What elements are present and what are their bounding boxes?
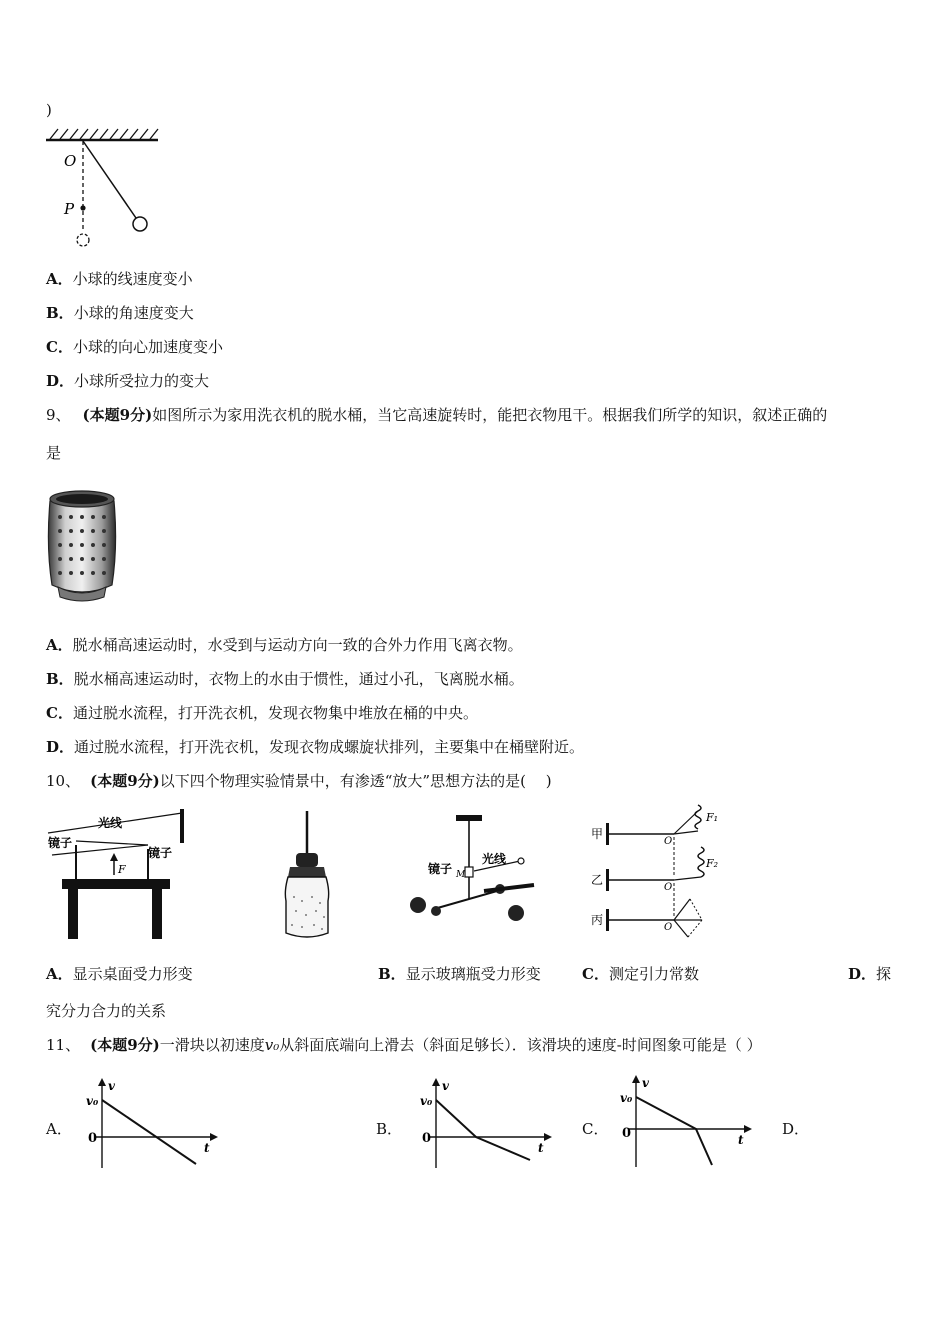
string-line	[83, 141, 136, 218]
svg-text:v: v	[108, 1079, 115, 1093]
svg-text:t: t	[738, 1133, 744, 1147]
svg-text:乙: 乙	[591, 873, 604, 887]
experiment-d-force-composition	[591, 805, 718, 937]
svg-text:O: O	[664, 922, 673, 933]
experiment-b-bottle	[285, 811, 328, 937]
peg-p	[80, 205, 85, 210]
q10-option-c: C．测定引力常数	[582, 965, 699, 983]
q10-option-a: A．显示桌面受力形变	[46, 965, 193, 983]
q10-option-d: D．探	[848, 965, 892, 983]
q9-option-a: A．脱水桶高速运动时，水受到与运动方向一致的合外力作用飞离衣物。	[46, 636, 523, 654]
q11-graph-b	[418, 1076, 558, 1172]
experiment-c-torsion-balance	[410, 815, 534, 921]
q10-experiments-figure	[44, 801, 726, 947]
svg-text:镜子: 镜子	[148, 846, 173, 860]
q9-stem-line1: 9、 (本题9分)如图所示为家用洗衣机的脱水桶，当它高速旋转时，能把衣物甩干。根据我们所学的知识，叙述正确的	[46, 406, 828, 424]
svg-text:O: O	[664, 836, 673, 847]
svg-text:F₁: F₁	[706, 811, 719, 824]
q11-option-c-letter: C．	[582, 1120, 609, 1138]
svg-text:v: v	[442, 1079, 449, 1093]
continued-paren: )	[46, 101, 52, 119]
svg-text:甲: 甲	[591, 827, 604, 841]
svg-text:0: 0	[88, 1131, 98, 1146]
svg-text:F: F	[118, 863, 126, 876]
svg-text:O: O	[664, 882, 673, 893]
q11-option-b-letter: B．	[376, 1120, 403, 1138]
svg-text:0: 0	[422, 1131, 432, 1146]
q11-graph-a	[84, 1076, 224, 1172]
svg-text:M: M	[456, 870, 466, 880]
ceiling-hatching	[50, 129, 158, 139]
svg-text:t: t	[538, 1141, 544, 1155]
ball-lowest-position	[77, 234, 89, 246]
q8-option-b: B．小球的角速度变大	[46, 304, 194, 322]
q11-option-d-letter: D．	[782, 1120, 810, 1138]
svg-text:丙: 丙	[591, 913, 604, 927]
q9-option-d: D．通过脱水流程，打开洗衣机，发现衣物成螺旋状排列，主要集中在桶壁附近。	[46, 738, 585, 756]
svg-text:v₀: v₀	[86, 1094, 99, 1108]
drum-opening	[56, 494, 108, 504]
q10-option-b: B．显示玻璃瓶受力形变	[378, 965, 541, 983]
pendulum-figure	[44, 126, 164, 250]
q10-stem: 10、 (本题9分)以下四个物理实验情景中，有渗透“放大”思想方法的是( )	[46, 772, 552, 790]
q10-option-d-continued: 究分力合力的关系	[46, 1002, 167, 1020]
q11-stem: 11、 (本题9分)一滑块以初速度v₀从斜面底端向上滑去（斜面足够长）．该滑块的速度-时间图象可能是（ ）	[46, 1036, 762, 1054]
svg-text:光线: 光线	[482, 852, 507, 866]
q8-option-a: A．小球的线速度变小	[46, 270, 193, 288]
svg-text:光线: 光线	[98, 816, 123, 830]
svg-text:t: t	[204, 1141, 210, 1155]
label-p: P	[64, 200, 75, 218]
svg-text:0: 0	[622, 1126, 632, 1141]
q11-graph-c	[618, 1073, 758, 1169]
svg-text:v: v	[642, 1076, 649, 1090]
ball	[133, 217, 147, 231]
svg-text:v₀: v₀	[420, 1094, 433, 1108]
spin-drum-figure	[44, 487, 120, 605]
svg-text:镜子: 镜子	[428, 862, 453, 876]
label-o: O	[64, 152, 77, 170]
experiment-a-table	[48, 809, 184, 939]
svg-text:v₀: v₀	[620, 1091, 633, 1105]
q11-option-a-letter: A．	[46, 1120, 72, 1138]
svg-text:镜子: 镜子	[48, 836, 73, 850]
q9-stem-line2: 是	[46, 444, 62, 462]
q8-option-d: D．小球所受拉力的变大	[46, 372, 210, 390]
q9-option-b: B．脱水桶高速运动时，衣物上的水由于惯性，通过小孔，飞离脱水桶。	[46, 670, 524, 688]
svg-text:F₂: F₂	[706, 857, 719, 870]
q9-option-c: C．通过脱水流程，打开洗衣机，发现衣物集中堆放在桶的中央。	[46, 704, 478, 722]
q8-option-c: C．小球的向心加速度变小	[46, 338, 223, 356]
